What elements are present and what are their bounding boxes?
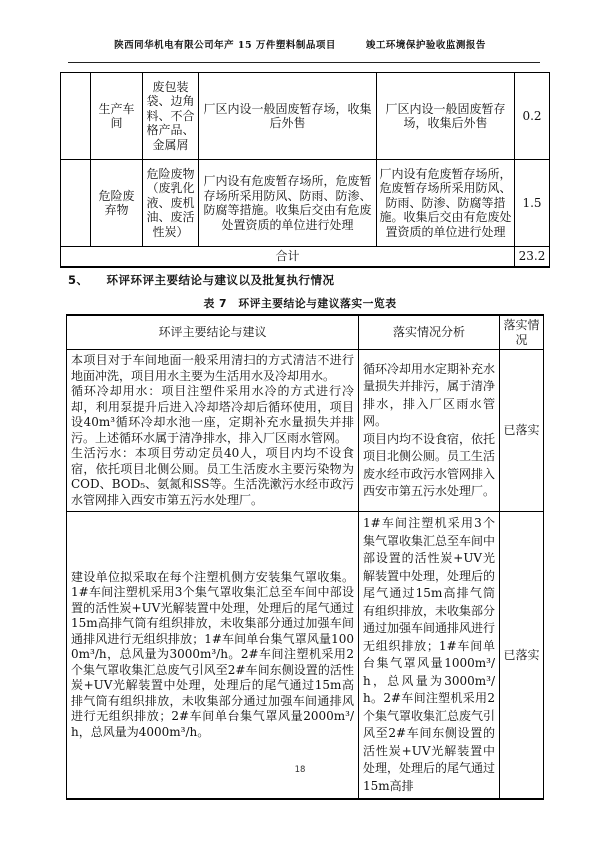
waste-proposed-cell: 厂内设有危废暂存场所，危废暂存场所采用防风、防雨、防渗、防腐等措施。收集后交由有危废处置资质的单位进行处理 [199,160,377,247]
table-row [61,73,550,160]
table7-header-status: 落实情况 [500,315,544,350]
status-cell: 已落实 [500,350,544,512]
waste-total-label-cell: 合计 [61,247,515,267]
table-row [67,350,544,512]
header-divider [68,62,540,63]
paragraph: 循环冷却用水定期补充水量损失并排污，属于清净排水，排入厂区雨水管网。 [363,361,496,428]
paragraph: 1#车间注塑机采用3个集气罩收集汇总至车间中部设置的活性炭+UV光解装置中处理，处理后的尾气通过15m高排气筒有组织排放，未收集部分通过加强车间通排风进行无组织排放；1#车间单台集气罩风量1000m³/h，总风量为3000m³/h。2#车间注塑机采用2个集气罩收集汇总废气引风至2#车间东侧设置的活性炭+UV光解装置中处理，处理后的尾气通过15m高排 [363,516,496,793]
waste-amount-cell: 1.5 [515,160,550,247]
status-cell: 已落实 [500,512,544,800]
conclusion-cell [67,512,359,800]
waste-spanner-cell [61,73,91,160]
waste-source-cell: 生产车间 [91,73,143,160]
waste-source-cell: 危险废弃物 [91,160,143,247]
waste-actual-cell: 厂内设有危废暂存场所，危废暂存场所采用防风、防雨、防渗、防腐等措施。收集后交由有危废处置资质的单位进行处理 [377,160,515,247]
section-number: 5、 [68,273,89,287]
paragraph: 生活污水：本项目劳动定员40人，项目内均不设食宿，依托项目北侧公厕。员工生活废水主要污染物为COD、BOD₅、氨氮和SS等。生活洗漱污水经市政污水管网排入西安市第五污水处理厂。 [71,446,354,507]
waste-summary-table [60,72,550,268]
table-row [61,160,550,247]
waste-amount-cell: 0.2 [515,73,550,160]
waste-proposed-cell: 厂区内设一般固废暂存场，收集后外售 [199,73,377,160]
paragraph: 建设单位拟采取在每个注塑机侧方安装集气罩收集。1#车间注塑机采用3个集气罩收集汇总至车间中部设置的活性炭+UV光解装置中处理，处理后的尾气通过15m高排气筒有组织排放，未收集部分通过加强车间通排风进行无组织排放；1#车间单台集气罩风量1000m³/h，总风量为3000m³/h。2#车间注塑机采用2个集气罩收集汇总废气引风至2#车间东侧设置的活性炭+UV光解装置中处理，处理后的尾气通过15m高排气筒有组织排放，未收集部分通过加强车间通排风进行无组织排放；2#车间单台集气罩风量2000m³/h，总风量为4000m³/h。 [71,569,354,739]
table7 [66,314,544,800]
waste-spanner-cell [61,160,91,247]
section-heading [68,272,335,288]
paragraph: 循环冷却用水：项目注塑件采用水冷的方式进行冷却，利用泵提升后进入冷却塔冷却后循环使用，项目设40m³循环冷却水池一座，定期补充水量损失并排污。上述循环水属于清净排水，排入厂区雨水管网。 [71,384,354,445]
paragraph: 项目内均不设食宿，依托项目北侧公厕。员工生活废水经市政污水管网排入西安市第五污水处理厂。 [363,431,496,498]
section-title: 环评环评主要结论与建议以及批复执行情况 [106,273,335,287]
conclusion-cell [67,350,359,512]
paragraph: 本项目对于车间地面一般采用清扫的方式清洁不进行地面冲洗，项目用水主要为生活用水及冷却用水。 [71,353,354,383]
page-number: 18 [294,765,306,775]
table7-header-row [67,315,544,350]
table-row [67,512,544,800]
waste-type-cell: 危险废物（废乳化液、废机油、废活性炭） [143,160,199,247]
waste-total-amount-cell: 23.2 [515,247,550,267]
table7-header-conclusion: 环评主要结论与建议 [67,315,359,350]
table-total-row [61,247,550,267]
table7-header-analysis: 落实情况分析 [359,315,500,350]
table7-caption: 表 7 环评主要结论与建议落实一览表 [203,297,397,310]
header-project-title: 陕西同华机电有限公司年产 15 万件塑料制品项目 [114,40,336,51]
analysis-cell [359,350,500,512]
header-report-title: 竣工环境保护验收监测报告 [365,40,486,51]
analysis-cell [359,512,500,800]
waste-actual-cell: 厂区内设一般固废暂存场，收集后外售 [377,73,515,160]
running-header [0,37,600,51]
waste-type-cell: 废包装袋、边角料、不合格产品、金属屑 [143,73,199,160]
